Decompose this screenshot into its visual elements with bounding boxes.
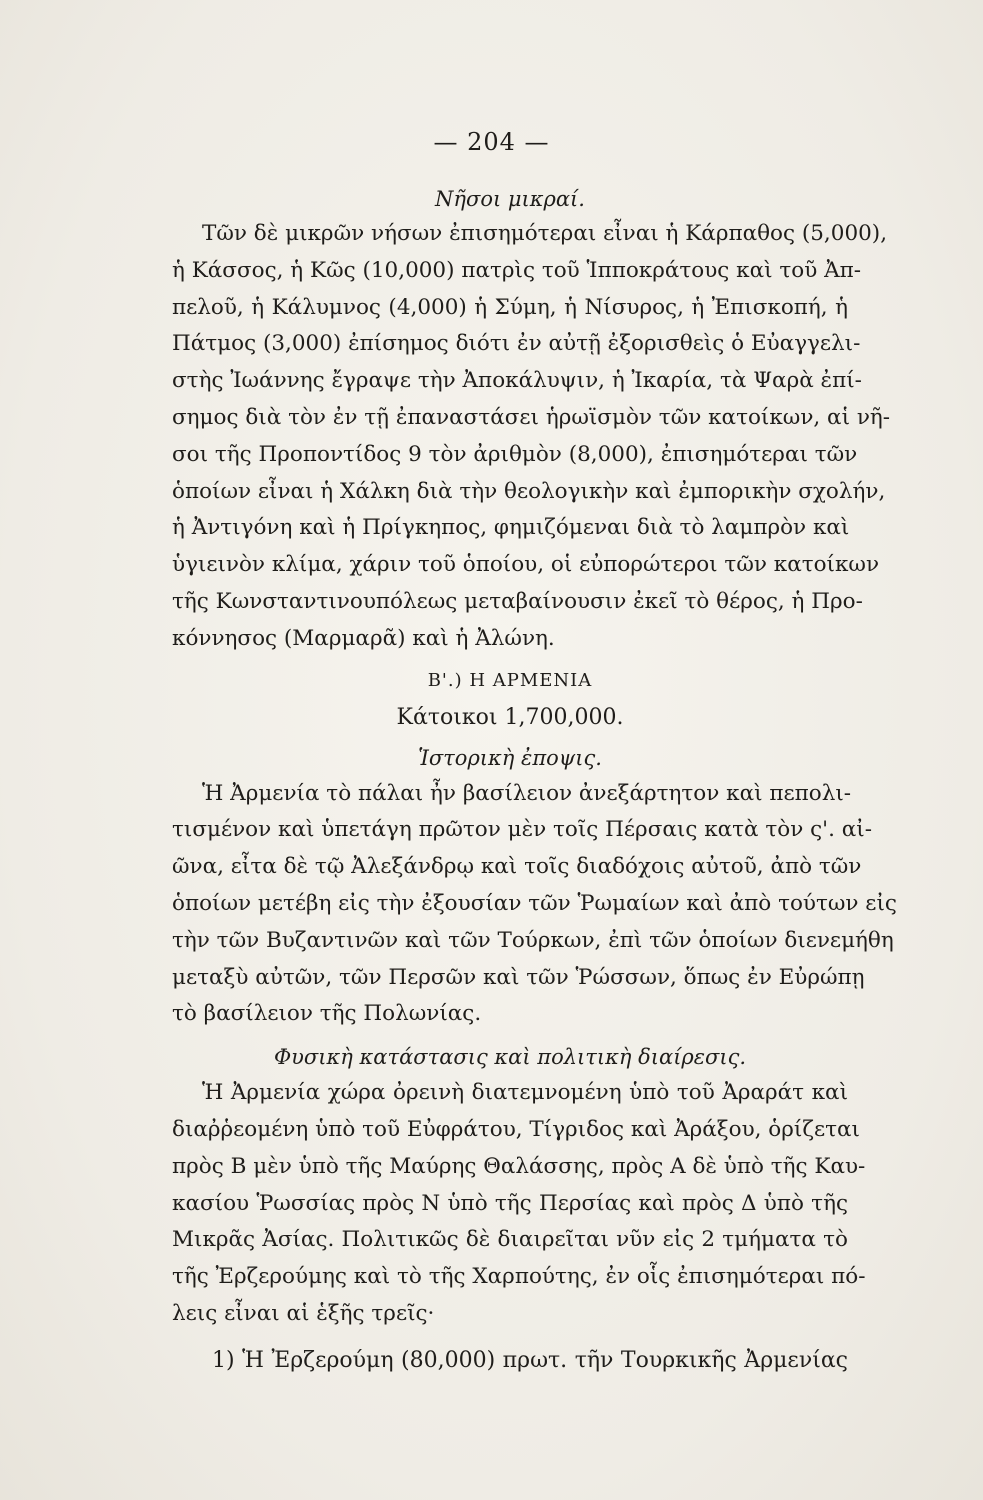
paragraph-line: ὁποίων εἶναι ἡ Χάλκη διὰ τὴν θεολογικὴν καὶ ἐμπορικὴν σχολήν, <box>172 478 886 504</box>
paragraph-line: τῆς Κωνσταντινουπόλεως μεταβαίνουσιν ἐκεῖ τὸ θέρος, ἡ Προ- <box>172 588 863 614</box>
islands-paragraph <box>172 216 891 658</box>
paragraph-line: λεις εἶναι αἱ ἑξῆς τρεῖς· <box>172 1300 435 1326</box>
population-line: Κάτοικοι 1,700,000. <box>396 704 624 730</box>
paragraph-line: μεταξὺ αὐτῶν, τῶν Περσῶν καὶ τῶν Ῥώσσων, ὅπως ἐν Εὐρώπῃ <box>172 964 865 990</box>
paragraph-line: ὁποίων μετέβη εἰς τὴν ἐξουσίαν τῶν Ῥωμαίων καὶ ἀπὸ τούτων εἰς <box>172 890 897 916</box>
page-number: — 204 — <box>433 128 550 156</box>
paragraph-line: ὑγιεινὸν κλίμα, χάριν τοῦ ὁποίου, οἱ εὐπορώτεροι τῶν κατοίκων <box>172 552 880 578</box>
paragraph-line: ἡ Ἀντιγόνη καὶ ἡ Πρίγκηπος, φημιζόμεναι διὰ τὸ λαμπρὸν καὶ <box>172 515 850 541</box>
islands-heading: Νῆσοι μικραί. <box>435 187 585 211</box>
list-item-erzurum: 1) Ἡ Ἐρζερούμη (80,000) πρωτ. τῆν Τουρκικῆς Ἀρμενίας <box>212 1347 848 1373</box>
paragraph-line: Μικρᾶς Ἀσίας. Πολιτικῶς δὲ διαιρεῖται νῦν εἰς 2 τμήματα τὸ <box>172 1227 848 1253</box>
paragraph-line: διαῤῥεομένη ὑπὸ τοῦ Εὐφράτου, Τίγριδος καὶ Ἀράξου, ὁρίζεται <box>172 1116 860 1142</box>
paragraph-line: πρὸς Β μὲν ὑπὸ τῆς Μαύρης Θαλάσσης, πρὸς Α δὲ ὑπὸ τῆς Καυ- <box>172 1153 866 1179</box>
paragraph-line: σοι τῆς Προποντίδος 9 τὸν ἀριθμὸν (8,000), ἐπισημότεραι τῶν <box>172 441 858 467</box>
history-heading: Ἱστορικὴ ἐποψις. <box>418 745 602 770</box>
text-body <box>172 182 897 1381</box>
paragraph-line: κασίου Ῥωσσίας πρὸς Ν ὑπὸ τῆς Περσίας καὶ πρὸς Δ ὑπὸ τῆς <box>172 1190 848 1216</box>
paragraph-line: Πάτμος (3,000) ἐπίσημος διότι ἐν αὐτῇ ἐξορισθεὶς ὁ Εὐαγγελι- <box>172 331 861 357</box>
section-heading-armenia: Β'.) Η ΑΡΜΕΝΙΑ <box>427 669 593 691</box>
paragraph-line: Ἡ Ἀρμενία τὸ πάλαι ἦν βασίλειον ἀνεξάρτητον καὶ πεπολι- <box>202 780 852 806</box>
paragraph-line: τῆς Ἐρζερούμης καὶ τὸ τῆς Χαρπούτης, ἐν οἷς ἐπισημότεραι πό- <box>172 1264 866 1290</box>
paragraph-line: στὴς Ἰωάννης ἔγραψε τὴν Ἀποκάλυψιν, ἡ Ἰκαρία, τὰ Ψαρὰ ἐπί- <box>172 368 862 394</box>
paragraph-line: κόννησος (Μαρμαρᾶ) καὶ ἡ Ἀλώνη. <box>172 625 555 651</box>
paragraph-line: ἡ Κάσσος, ἡ Κῶς (10,000) πατρὶς τοῦ Ἱπποκράτους καὶ τοῦ Ἀπ- <box>172 257 862 283</box>
paragraph-line: Τῶν δὲ μικρῶν νήσων ἐπισημότεραι εἶναι ἡ Κάρπαθος (5,000), <box>202 221 888 246</box>
paragraph-line: τὸ βασίλειον τῆς Πολωνίας. <box>172 1001 482 1027</box>
paragraph-line: τισμένον καὶ ὑπετάγη πρῶτον μὲν τοῖς Πέρσαις κατὰ τὸν ς'. αἰ- <box>172 817 872 843</box>
paragraph-line: πελοῦ, ἡ Κάλυμνος (4,000) ἡ Σύμη, ἡ Νίσυρος, ἡ Ἐπισκοπή, ἡ <box>172 294 848 320</box>
paragraph-line: σημος διὰ τὸν ἐν τῇ ἐπαναστάσει ἡρωϊσμὸν τῶν κατοίκων, αἱ νῆ- <box>172 404 891 430</box>
paragraph-line: ῶνα, εἶτα δὲ τῷ Ἀλεξάνδρῳ καὶ τοῖς διαδόχοις αὐτοῦ, ἀπὸ τῶν <box>172 854 862 880</box>
paragraph-line: Ἡ Ἀρμενία χώρα ὀρεινὴ διατεμνομένη ὑπὸ τοῦ Ἀραράτ καὶ <box>202 1080 848 1106</box>
history-paragraph <box>172 776 897 1034</box>
physical-paragraph <box>172 1075 866 1333</box>
paragraph-line: τὴν τῶν Βυζαντινῶν καὶ τῶν Τούρκων, ἐπὶ τῶν ὁποίων διενεμήθη <box>172 927 894 953</box>
physical-heading: Φυσικὴ κατάστασις καὶ πολιτικὴ διαίρεσις. <box>273 1045 747 1070</box>
